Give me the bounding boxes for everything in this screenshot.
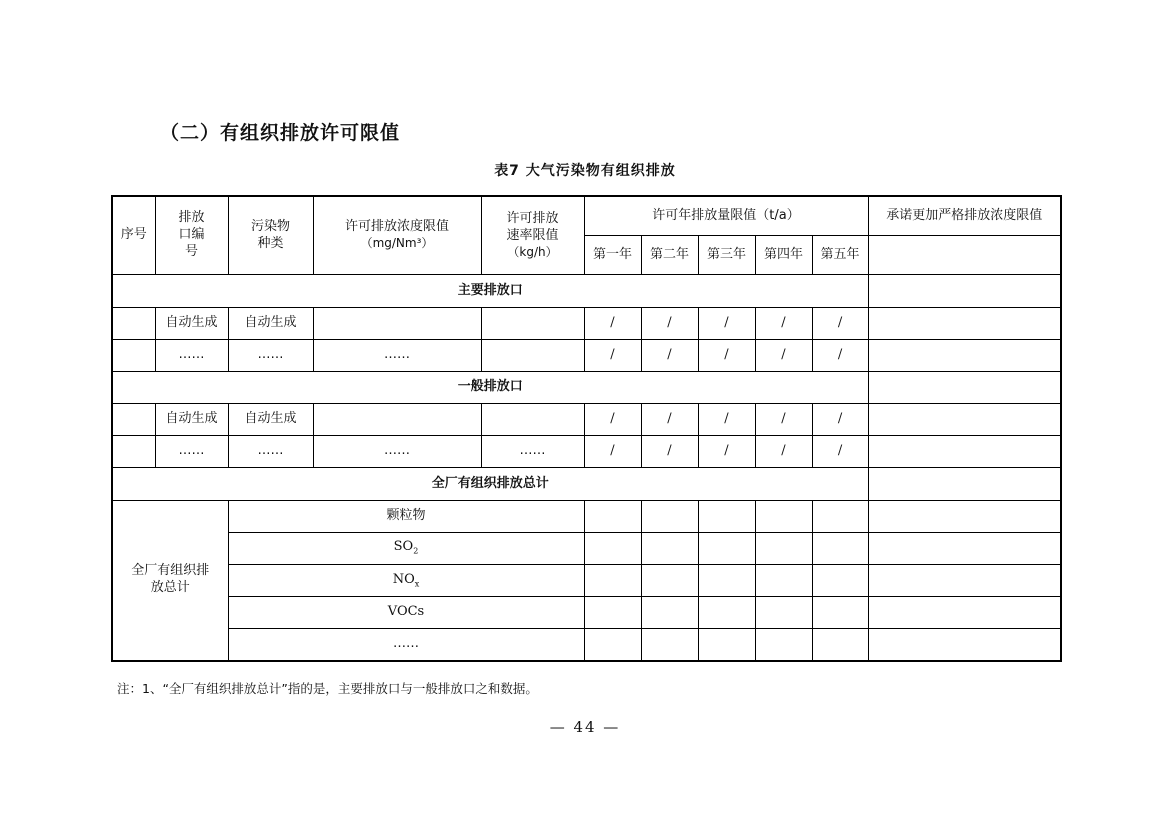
cell-conc: …… (313, 436, 481, 468)
table-row (112, 436, 1061, 468)
cell-year-2: / (641, 307, 698, 339)
summary-year-2 (641, 500, 698, 532)
cell-year-3: / (698, 436, 755, 468)
cell-year-4: / (755, 339, 812, 371)
cell-year-4: / (755, 436, 812, 468)
header-year-1: 第一年 (584, 235, 641, 274)
summary-row (112, 564, 1061, 596)
summary-year-3 (698, 532, 755, 564)
cell-outlet-code: …… (155, 436, 228, 468)
header-row-1 (112, 196, 1061, 235)
header-pollutant-text: 污染物种类 (250, 218, 290, 251)
header-year-4: 第四年 (755, 235, 812, 274)
section-main-outlet: 主要排放口 (112, 275, 868, 307)
summary-year-1 (584, 629, 641, 661)
summary-commitment (868, 597, 1061, 629)
summary-year-2 (641, 629, 698, 661)
cell-rate (481, 404, 584, 436)
summary-year-3 (698, 500, 755, 532)
cell-blank (868, 275, 1061, 307)
cell-year-1: / (584, 436, 641, 468)
cell-commitment (868, 307, 1061, 339)
header-conc-limit (313, 196, 481, 275)
cell-year-3: / (698, 307, 755, 339)
cell-rate: …… (481, 436, 584, 468)
summary-year-5 (812, 629, 868, 661)
cell-year-5: / (812, 307, 868, 339)
summary-commitment (868, 500, 1061, 532)
header-year-3: 第三年 (698, 235, 755, 274)
table-row (112, 404, 1061, 436)
header-outlet-code-text: 排放口编号 (178, 210, 205, 260)
header-conc-unit: （mg/Nm³） (360, 236, 434, 251)
summary-year-4 (755, 597, 812, 629)
header-seq: 序号 (112, 196, 155, 275)
summary-commitment (868, 564, 1061, 596)
cell-year-3: / (698, 339, 755, 371)
summary-year-2 (641, 532, 698, 564)
nox-text: NO (392, 571, 415, 587)
cell-year-2: / (641, 436, 698, 468)
summary-year-5 (812, 564, 868, 596)
summary-year-1 (584, 532, 641, 564)
summary-year-4 (755, 532, 812, 564)
cell-rate (481, 307, 584, 339)
summary-label-cell (112, 500, 228, 661)
section-row-general (112, 371, 1061, 403)
summary-year-4 (755, 629, 812, 661)
summary-year-1 (584, 500, 641, 532)
summary-row (112, 597, 1061, 629)
summary-row (112, 532, 1061, 564)
summary-row (112, 629, 1061, 661)
summary-year-5 (812, 597, 868, 629)
header-conc-limit-text: 许可排放浓度限值 (344, 219, 449, 235)
section-heading: （二）有组织排放许可限值 (160, 122, 401, 144)
summary-pollutant-vocs: VOCs (228, 597, 584, 629)
so2-subscript: 2 (413, 546, 419, 556)
summary-year-5 (812, 532, 868, 564)
cell-conc (313, 404, 481, 436)
cell-year-4: / (755, 307, 812, 339)
nox-subscript: x (414, 579, 420, 589)
cell-commitment (868, 436, 1061, 468)
summary-year-3 (698, 564, 755, 596)
cell-year-4: / (755, 404, 812, 436)
header-rate-limit (481, 196, 584, 275)
summary-row (112, 500, 1061, 532)
table-caption: 表7 大气污染物有组织排放 (494, 163, 676, 179)
summary-year-4 (755, 500, 812, 532)
cell-year-5: / (812, 339, 868, 371)
summary-year-4 (755, 564, 812, 596)
cell-pollutant: …… (228, 436, 313, 468)
summary-year-5 (812, 500, 868, 532)
cell-pollutant: 自动生成 (228, 404, 313, 436)
cell-rate (481, 339, 584, 371)
cell-pollutant: 自动生成 (228, 307, 313, 339)
cell-blank (868, 468, 1061, 500)
table-note: 注：1、“全厂有组织排放总计”指的是，主要排放口与一般排放口之和数据。 (117, 681, 538, 696)
summary-commitment (868, 532, 1061, 564)
section-general-outlet: 一般排放口 (112, 371, 868, 403)
section-row-total (112, 468, 1061, 500)
emission-limits-table (111, 195, 1062, 662)
page-number: — 44 — (549, 718, 621, 736)
cell-pollutant: …… (228, 339, 313, 371)
header-year-2: 第二年 (641, 235, 698, 274)
cell-seq (112, 436, 155, 468)
cell-outlet-code: 自动生成 (155, 404, 228, 436)
table-row (112, 307, 1061, 339)
cell-outlet-code: …… (155, 339, 228, 371)
summary-pollutant: 颗粒物 (228, 500, 584, 532)
cell-commitment (868, 404, 1061, 436)
summary-commitment (868, 629, 1061, 661)
header-commitment: 承诺更加严格排放浓度限值 (868, 196, 1061, 235)
cell-year-2: / (641, 404, 698, 436)
cell-blank (868, 371, 1061, 403)
header-outlet-code (155, 196, 228, 275)
header-rate-limit-text: 许可排放速率限值 (506, 211, 559, 243)
cell-year-5: / (812, 404, 868, 436)
summary-label: 全厂有组织排放总计 (131, 563, 210, 596)
cell-commitment (868, 339, 1061, 371)
summary-year-3 (698, 629, 755, 661)
cell-seq (112, 404, 155, 436)
cell-seq (112, 339, 155, 371)
summary-year-1 (584, 564, 641, 596)
section-plant-total: 全厂有组织排放总计 (112, 468, 868, 500)
cell-year-1: / (584, 404, 641, 436)
cell-conc: …… (313, 339, 481, 371)
cell-year-3: / (698, 404, 755, 436)
cell-seq (112, 307, 155, 339)
cell-year-1: / (584, 339, 641, 371)
summary-year-1 (584, 597, 641, 629)
cell-outlet-code: 自动生成 (155, 307, 228, 339)
summary-year-2 (641, 597, 698, 629)
so2-text: SO (393, 539, 414, 555)
table-row (112, 339, 1061, 371)
summary-pollutant-more: …… (228, 629, 584, 661)
cell-year-2: / (641, 339, 698, 371)
header-pollutant (228, 196, 313, 275)
cell-conc (313, 307, 481, 339)
header-annual-limit: 许可年排放量限值（t/a） (584, 196, 868, 235)
summary-pollutant-so2 (228, 532, 584, 564)
summary-year-3 (698, 597, 755, 629)
cell-year-1: / (584, 307, 641, 339)
header-year-5: 第五年 (812, 235, 868, 274)
header-commitment-blank (868, 235, 1061, 274)
cell-year-5: / (812, 436, 868, 468)
summary-year-2 (641, 564, 698, 596)
summary-pollutant-nox (228, 564, 584, 596)
header-rate-unit: （kg/h） (507, 244, 558, 259)
section-row-main (112, 275, 1061, 307)
